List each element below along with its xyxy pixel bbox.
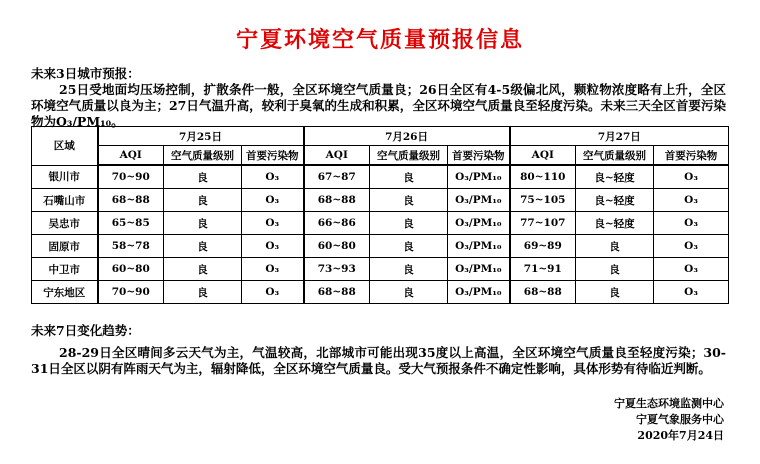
table-row xyxy=(32,281,729,304)
aqi-cell: 60~80 xyxy=(98,258,164,281)
section-7day-heading: 未来7日变化趋势： xyxy=(31,323,140,338)
section-7day-body: 28-29日全区晴间多云天气为主，气温较高，北部城市可能出现35度以上高温，全区环境空气质量良至轻度污染；30-31日全区以阴有阵雨天气为主，辐射降低，全区环境空气质量良。受大气预报条件不确定性影响，具体形势有待临近判断。 xyxy=(31,345,726,376)
pollutant-cell: O₃ xyxy=(242,189,304,212)
aqi-cell: 75~105 xyxy=(510,189,576,212)
region-cell: 固原市 xyxy=(32,235,98,258)
aqi-header: AQI xyxy=(510,146,576,166)
region-cell: 宁东地区 xyxy=(32,281,98,304)
pollutant-cell: O₃ xyxy=(654,281,729,304)
level-cell: 良 xyxy=(370,212,448,235)
aqi-cell: 60~80 xyxy=(304,235,370,258)
pollutant-cell: O₃/PM₁₀ xyxy=(448,212,510,235)
level-header: 空气质量级别 xyxy=(164,146,242,166)
aqi-cell: 69~89 xyxy=(510,235,576,258)
pollutant-cell: O₃ xyxy=(654,258,729,281)
pollutant-cell: O₃/PM₁₀ xyxy=(448,258,510,281)
aqi-cell: 65~85 xyxy=(98,212,164,235)
region-cell: 石嘴山市 xyxy=(32,189,98,212)
level-cell: 良 xyxy=(576,258,654,281)
forecast-table xyxy=(31,126,729,304)
pollutant-cell: O₃/PM₁₀ xyxy=(448,235,510,258)
aqi-cell: 68~88 xyxy=(98,189,164,212)
pollutant-header: 首要污染物 xyxy=(242,146,304,166)
level-cell: 良 xyxy=(164,165,242,189)
level-cell: 良 xyxy=(370,165,448,189)
level-cell: 良 xyxy=(164,258,242,281)
pollutant-cell: O₃ xyxy=(242,281,304,304)
pollutant-cell: O₃ xyxy=(654,165,729,189)
region-cell: 银川市 xyxy=(32,165,98,189)
region-cell: 吴忠市 xyxy=(32,212,98,235)
aqi-cell: 68~88 xyxy=(304,189,370,212)
aqi-header: AQI xyxy=(98,146,164,166)
signature-org-weather: 宁夏气象服务中心 xyxy=(636,413,724,426)
aqi-cell: 68~88 xyxy=(304,281,370,304)
level-header: 空气质量级别 xyxy=(370,146,448,166)
aqi-cell: 71~91 xyxy=(510,258,576,281)
level-cell: 良 xyxy=(576,235,654,258)
level-cell: 良~轻度 xyxy=(576,189,654,212)
level-cell: 良~轻度 xyxy=(576,212,654,235)
pollutant-header: 首要污染物 xyxy=(654,146,729,166)
aqi-cell: 70~90 xyxy=(98,281,164,304)
aqi-cell: 77~107 xyxy=(510,212,576,235)
region-header: 区域 xyxy=(32,127,98,166)
pollutant-cell: O₃ xyxy=(242,165,304,189)
pollutant-cell: O₃/PM₁₀ xyxy=(448,189,510,212)
aqi-cell: 73~93 xyxy=(304,258,370,281)
day-header: 7月27日 xyxy=(510,127,729,146)
table-row xyxy=(32,165,729,189)
pollutant-cell: O₃/PM₁₀ xyxy=(448,165,510,189)
signature-org-monitoring: 宁夏生态环境监测中心 xyxy=(614,397,724,410)
aqi-header: AQI xyxy=(304,146,370,166)
page-title: 宁夏环境空气质量预报信息 xyxy=(235,27,524,53)
table-row xyxy=(32,212,729,235)
aqi-cell: 80~110 xyxy=(510,165,576,189)
level-header: 空气质量级别 xyxy=(576,146,654,166)
aqi-cell: 67~87 xyxy=(304,165,370,189)
aqi-cell: 58~78 xyxy=(98,235,164,258)
level-cell: 良 xyxy=(370,189,448,212)
level-cell: 良 xyxy=(576,281,654,304)
pollutant-header: 首要污染物 xyxy=(448,146,510,166)
pollutant-cell: O₃ xyxy=(242,212,304,235)
section-3day-heading: 未来3日城市预报： xyxy=(31,66,140,81)
section-3day-body: 25日受地面均压场控制，扩散条件一般，全区环境空气质量良；26日全区有4-5级偏北风，颗粒物浓度略有上升，全区环境空气质量以良为主；27日气温升高，较利于臭氧的生成和积累，全区环境空气质量良至轻度污染。未来三天全区首要污染物为O₃/PM₁₀。 xyxy=(31,82,726,129)
pollutant-cell: O₃ xyxy=(242,258,304,281)
table-row xyxy=(32,189,729,212)
table-row xyxy=(32,258,729,281)
level-cell: 良 xyxy=(370,258,448,281)
aqi-cell: 66~86 xyxy=(304,212,370,235)
level-cell: 良 xyxy=(164,189,242,212)
day-header: 7月26日 xyxy=(304,127,510,146)
aqi-cell: 68~88 xyxy=(510,281,576,304)
signature-date: 2020年7月24日 xyxy=(637,429,724,442)
pollutant-cell: O₃ xyxy=(242,235,304,258)
pollutant-cell: O₃ xyxy=(654,235,729,258)
level-cell: 良 xyxy=(370,235,448,258)
level-cell: 良~轻度 xyxy=(576,165,654,189)
level-cell: 良 xyxy=(164,212,242,235)
pollutant-cell: O₃/PM₁₀ xyxy=(448,281,510,304)
level-cell: 良 xyxy=(164,235,242,258)
pollutant-cell: O₃ xyxy=(654,212,729,235)
region-cell: 中卫市 xyxy=(32,258,98,281)
level-cell: 良 xyxy=(164,281,242,304)
aqi-cell: 70~90 xyxy=(98,165,164,189)
level-cell: 良 xyxy=(370,281,448,304)
pollutant-cell: O₃ xyxy=(654,189,729,212)
day-header: 7月25日 xyxy=(98,127,304,146)
table-row xyxy=(32,235,729,258)
